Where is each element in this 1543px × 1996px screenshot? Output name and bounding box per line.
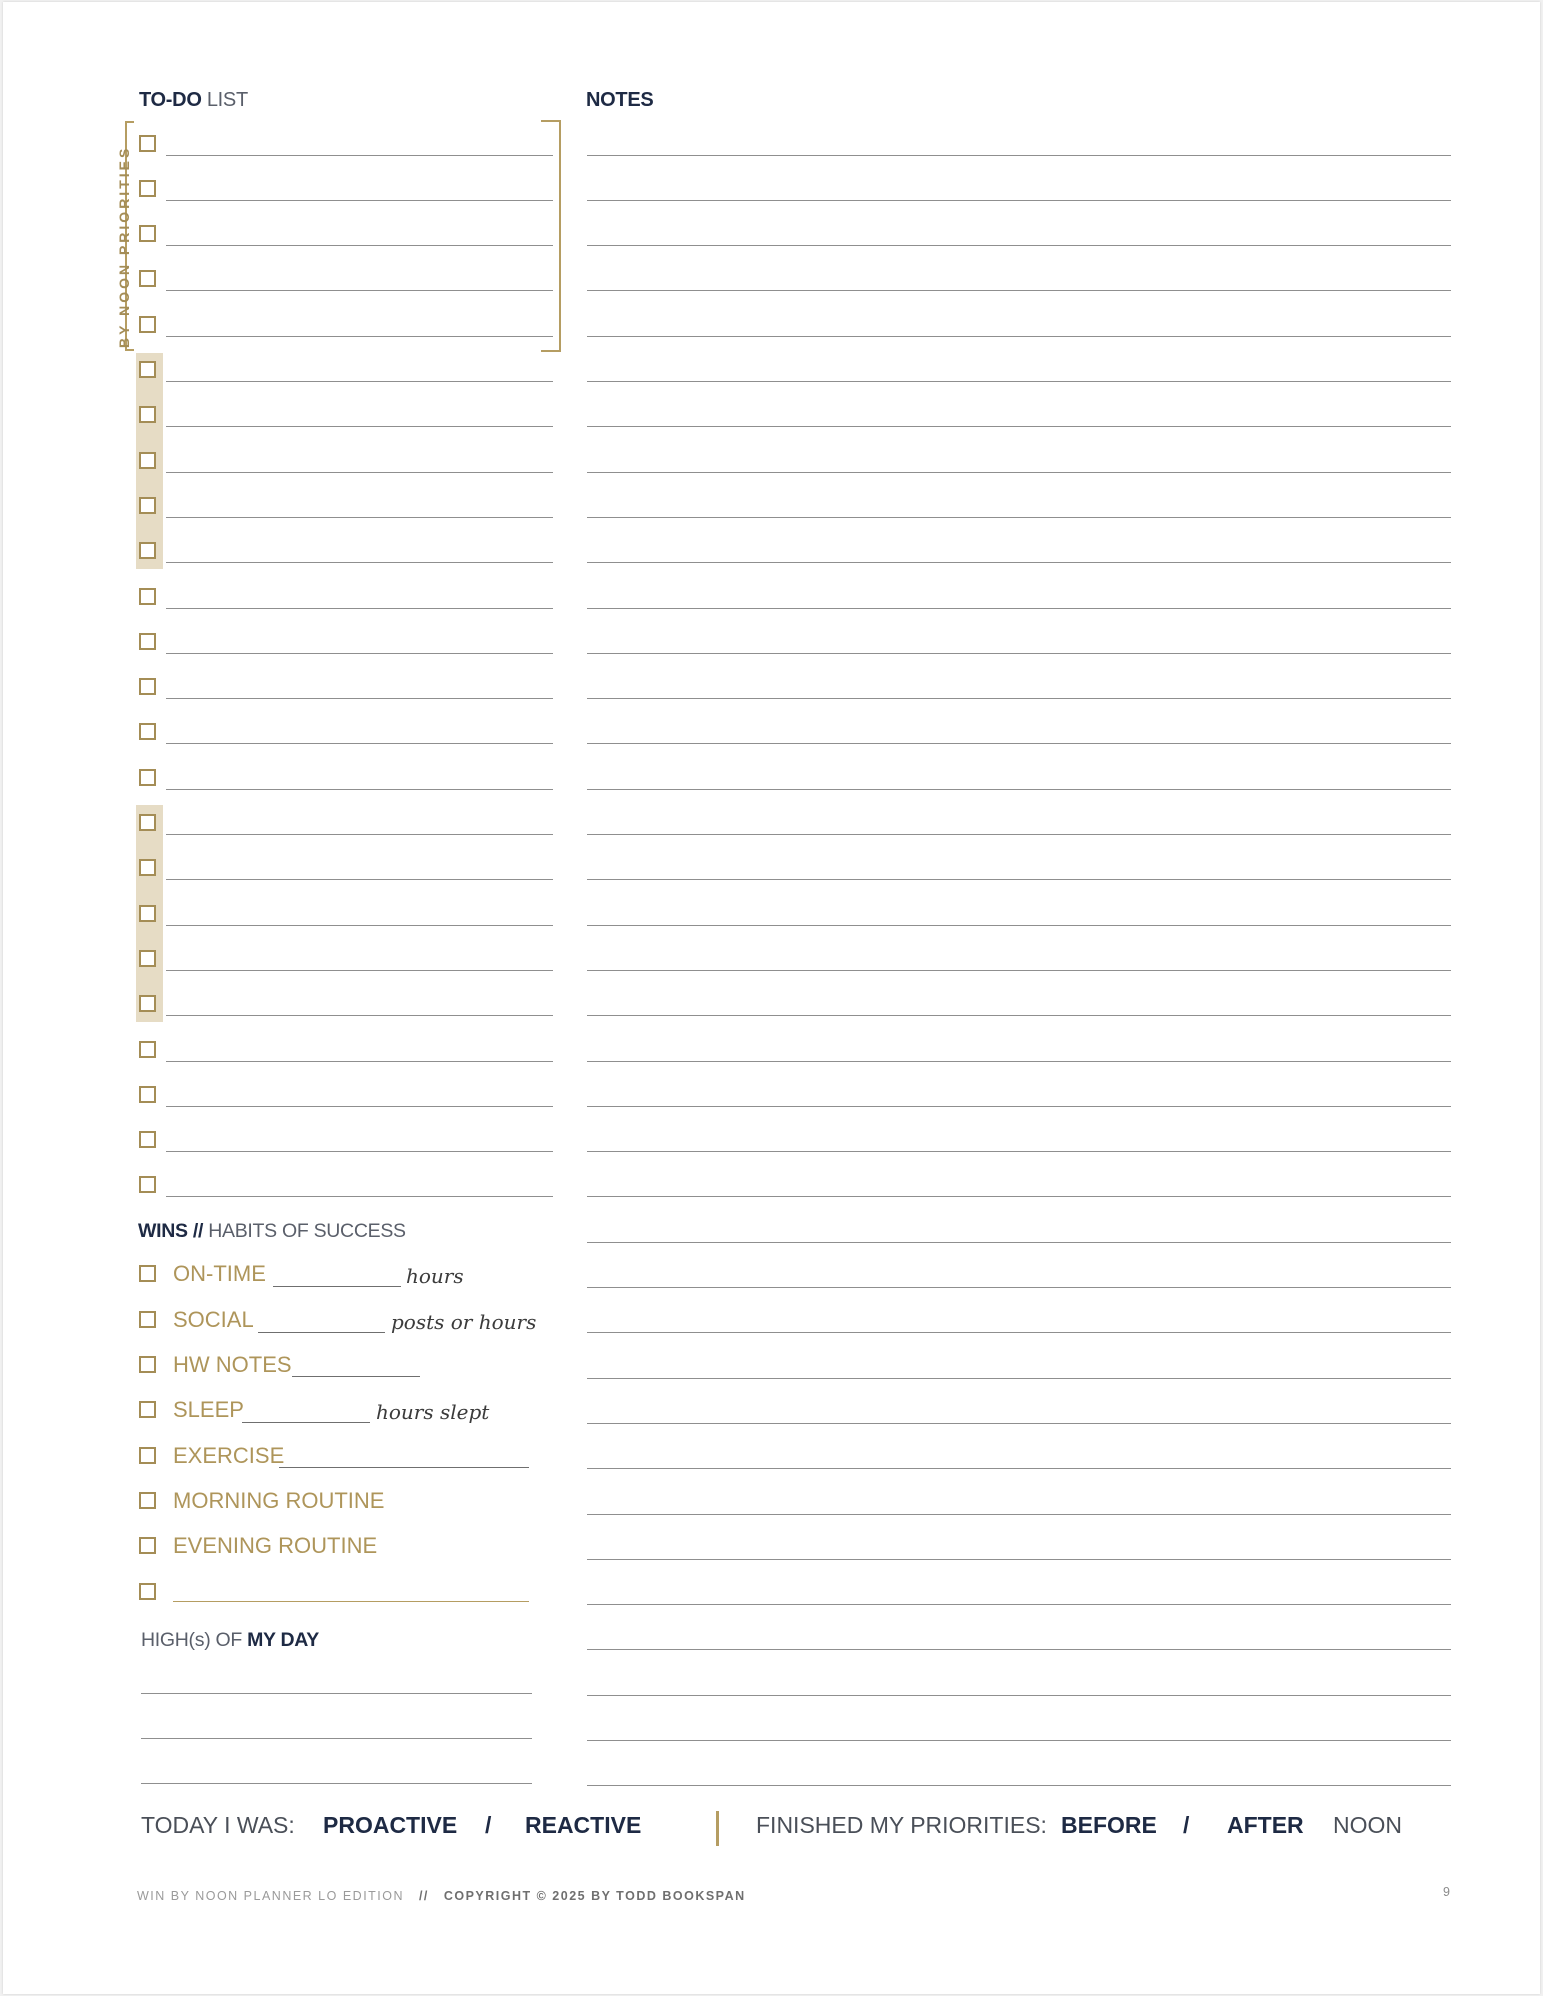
notes-line[interactable] <box>587 653 1451 654</box>
habit-line-on-time[interactable] <box>273 1286 401 1287</box>
todo-line[interactable] <box>166 1196 553 1197</box>
notes-line[interactable] <box>587 381 1451 382</box>
notes-line[interactable] <box>587 1785 1451 1786</box>
todo-checkbox[interactable] <box>139 316 156 333</box>
todo-checkbox[interactable] <box>139 542 156 559</box>
wins-checkbox-social[interactable] <box>139 1311 156 1328</box>
habit-label-social: SOCIAL <box>173 1307 254 1332</box>
notes-line[interactable] <box>587 200 1451 201</box>
notes-line[interactable] <box>587 1287 1451 1288</box>
todo-checkbox[interactable] <box>139 452 156 469</box>
notes-line[interactable] <box>587 608 1451 609</box>
todo-line[interactable] <box>166 290 553 291</box>
before-option[interactable]: BEFORE <box>1061 1812 1157 1838</box>
todo-checkbox[interactable] <box>139 225 156 242</box>
todo-line[interactable] <box>166 698 553 699</box>
notes-line[interactable] <box>587 1196 1451 1197</box>
notes-line[interactable] <box>587 155 1451 156</box>
summary-divider <box>716 1811 719 1846</box>
notes-line[interactable] <box>587 1740 1451 1741</box>
habit-line-exercise[interactable] <box>279 1467 529 1468</box>
footer-copyright: COPYRIGHT © 2025 BY TODD BOOKSPAN <box>443 1889 746 1903</box>
todo-checkbox[interactable] <box>139 905 156 922</box>
todo-checkbox[interactable] <box>139 723 156 740</box>
todo-checkbox[interactable] <box>139 497 156 514</box>
noon-label: NOON <box>1333 1812 1402 1838</box>
todo-line[interactable] <box>166 834 553 835</box>
todo-line[interactable] <box>166 381 553 382</box>
highs-line[interactable] <box>141 1738 532 1739</box>
footer-text <box>137 1889 746 1903</box>
notes-line[interactable] <box>587 1242 1451 1243</box>
notes-line[interactable] <box>587 562 1451 563</box>
finished-slash: / <box>1183 1812 1190 1838</box>
after-option[interactable]: AFTER <box>1227 1812 1304 1838</box>
todo-checkbox[interactable] <box>139 1131 156 1148</box>
notes-line[interactable] <box>587 517 1451 518</box>
notes-line[interactable] <box>587 1649 1451 1650</box>
habit-suffix-on-time: hours <box>406 1264 464 1288</box>
todo-line[interactable] <box>166 653 553 654</box>
highs-title-rest: HIGH(s) OF <box>141 1629 242 1651</box>
todo-header <box>139 89 248 112</box>
wins-checkbox-exercise[interactable] <box>139 1447 156 1464</box>
today-slash: / <box>485 1812 492 1838</box>
notes-line[interactable] <box>587 1559 1451 1560</box>
wins-title-rest: HABITS OF SUCCESS <box>208 1220 406 1242</box>
habit-line-hw-notes[interactable] <box>292 1376 420 1377</box>
highs-line[interactable] <box>141 1693 532 1694</box>
todo-line[interactable] <box>166 743 553 744</box>
wins-checkbox-sleep[interactable] <box>139 1401 156 1418</box>
notes-line[interactable] <box>587 336 1451 337</box>
highs-header <box>141 1629 319 1652</box>
todo-checkbox[interactable] <box>139 995 156 1012</box>
todo-checkbox[interactable] <box>139 769 156 786</box>
todo-line[interactable] <box>166 608 553 609</box>
habit-line-sleep[interactable] <box>242 1422 370 1423</box>
todo-checkbox[interactable] <box>139 633 156 650</box>
habit-label-hw-notes: HW NOTES <box>173 1352 292 1377</box>
notes-header <box>586 89 653 112</box>
todo-checkbox[interactable] <box>139 406 156 423</box>
footer-separator: // <box>418 1889 429 1903</box>
todo-line[interactable] <box>166 426 553 427</box>
habit-line-social[interactable] <box>258 1332 385 1333</box>
notes-line[interactable] <box>587 970 1451 971</box>
todo-checkbox[interactable] <box>139 588 156 605</box>
todo-checkbox[interactable] <box>139 270 156 287</box>
todo-line[interactable] <box>166 1151 553 1152</box>
today-label: TODAY I WAS: <box>141 1812 295 1838</box>
notes-line[interactable] <box>587 879 1451 880</box>
notes-line[interactable] <box>587 1604 1451 1605</box>
habit-label-sleep: SLEEP <box>173 1397 244 1422</box>
todo-line[interactable] <box>166 1106 553 1107</box>
todo-line[interactable] <box>166 562 553 563</box>
notes-line[interactable] <box>587 426 1451 427</box>
notes-line[interactable] <box>587 1061 1451 1062</box>
notes-line[interactable] <box>587 789 1451 790</box>
habit-label-exercise: EXERCISE <box>173 1443 285 1468</box>
wins-checkbox-morning-routine[interactable] <box>139 1492 156 1509</box>
wins-header <box>138 1220 406 1243</box>
proactive-option[interactable]: PROACTIVE <box>323 1812 458 1838</box>
todo-title-rest: LIST <box>206 89 248 111</box>
notes-line[interactable] <box>587 290 1451 291</box>
notes-line[interactable] <box>587 1695 1451 1696</box>
todo-line[interactable] <box>166 155 553 156</box>
todo-title-bold: TO-DO <box>139 89 202 111</box>
todo-checkbox[interactable] <box>139 1176 156 1193</box>
reactive-option[interactable]: REACTIVE <box>525 1812 642 1838</box>
todo-checkbox[interactable] <box>139 1041 156 1058</box>
todo-line[interactable] <box>166 472 553 473</box>
notes-line[interactable] <box>587 1106 1451 1107</box>
todo-checkbox[interactable] <box>139 361 156 378</box>
todo-line[interactable] <box>166 245 553 246</box>
notes-line[interactable] <box>587 245 1451 246</box>
notes-line[interactable] <box>587 834 1451 835</box>
todo-checkbox[interactable] <box>139 678 156 695</box>
wins-separator: // <box>192 1220 204 1242</box>
highs-line[interactable] <box>141 1783 532 1784</box>
todo-checkbox[interactable] <box>139 180 156 197</box>
todo-line[interactable] <box>166 517 553 518</box>
todo-checkbox[interactable] <box>139 1086 156 1103</box>
notes-line[interactable] <box>587 1514 1451 1515</box>
habit-label-morning-routine: MORNING ROUTINE <box>173 1488 385 1513</box>
notes-line[interactable] <box>587 1378 1451 1379</box>
notes-line[interactable] <box>587 698 1451 699</box>
wins-checkbox-hw-notes[interactable] <box>139 1356 156 1373</box>
habit-suffix-sleep: hours slept <box>376 1400 490 1424</box>
todo-line[interactable] <box>166 879 553 880</box>
wins-checkbox-custom[interactable] <box>139 1583 156 1600</box>
highs-title-bold: MY DAY <box>247 1629 320 1651</box>
todo-line[interactable] <box>166 1015 553 1016</box>
todo-checkbox[interactable] <box>139 135 156 152</box>
habit-line-custom[interactable] <box>173 1601 529 1602</box>
wins-title-bold: WINS <box>138 1220 188 1242</box>
todo-line[interactable] <box>166 200 553 201</box>
habit-label-on-time: ON-TIME <box>173 1261 266 1286</box>
todo-line[interactable] <box>166 789 553 790</box>
habit-label-evening-routine: EVENING ROUTINE <box>173 1533 378 1558</box>
todo-line[interactable] <box>166 970 553 971</box>
todo-checkbox[interactable] <box>139 814 156 831</box>
notes-title: NOTES <box>586 89 654 111</box>
notes-line[interactable] <box>587 1151 1451 1152</box>
todo-line[interactable] <box>166 925 553 926</box>
footer-edition: WIN BY NOON PLANNER LO EDITION <box>137 1889 405 1903</box>
notes-line[interactable] <box>587 1015 1451 1016</box>
notes-line[interactable] <box>587 1468 1451 1469</box>
notes-line[interactable] <box>587 925 1451 926</box>
todo-line[interactable] <box>166 336 553 337</box>
by-noon-priorities-label: BY NOON PRIORITIES <box>116 145 132 348</box>
finished-label: FINISHED MY PRIORITIES: <box>756 1812 1047 1838</box>
notes-line[interactable] <box>587 1332 1451 1333</box>
todo-checkbox[interactable] <box>139 859 156 876</box>
notes-line[interactable] <box>587 472 1451 473</box>
wins-checkbox-on-time[interactable] <box>139 1265 156 1282</box>
notes-line[interactable] <box>587 743 1451 744</box>
page-number: 9 <box>1443 1885 1450 1899</box>
todo-checkbox[interactable] <box>139 950 156 967</box>
todo-line[interactable] <box>166 1061 553 1062</box>
notes-line[interactable] <box>587 1423 1451 1424</box>
wins-checkbox-evening-routine[interactable] <box>139 1537 156 1554</box>
habit-suffix-social: posts or hours <box>391 1310 537 1334</box>
